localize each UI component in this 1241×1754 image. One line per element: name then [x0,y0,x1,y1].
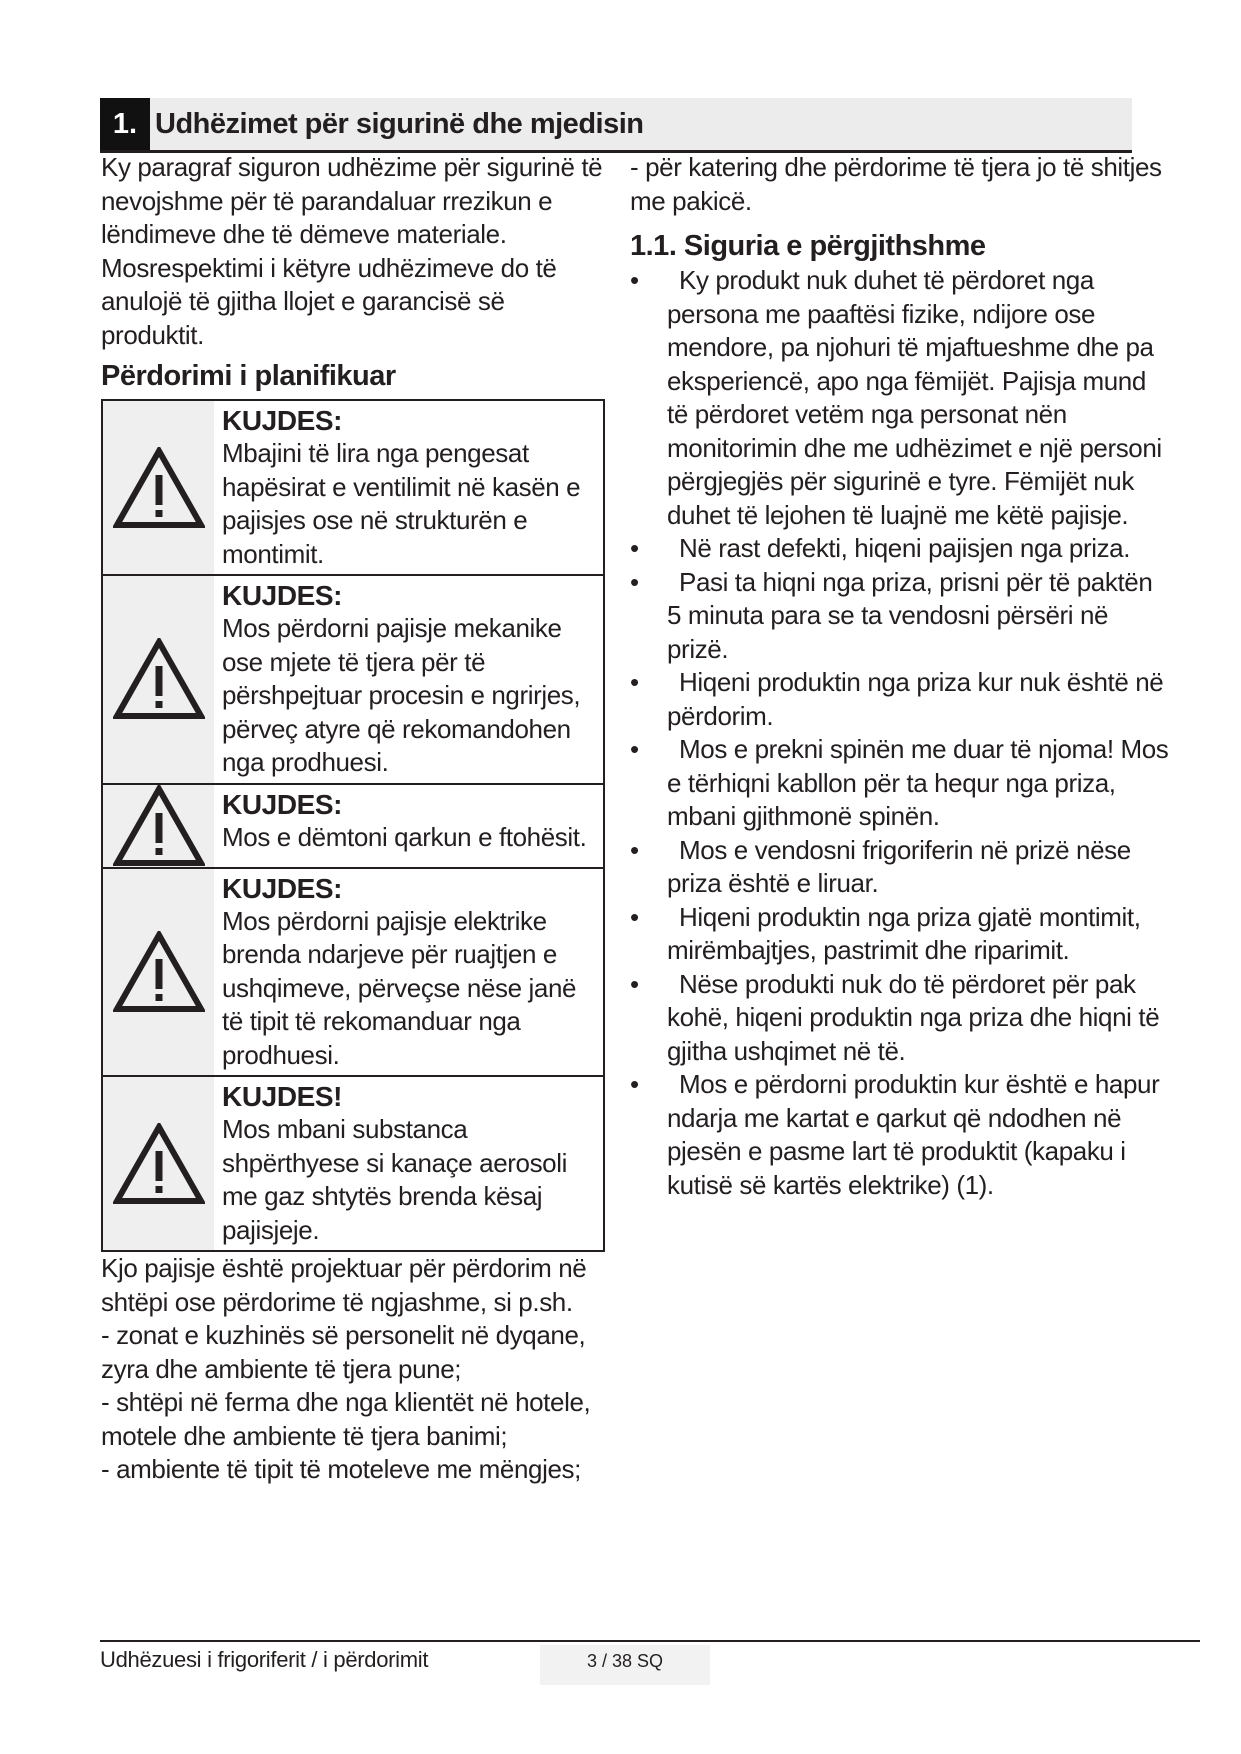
safety-bullet-list [630,264,1170,1202]
warning-text: Mos mbani substanca shpërthyese si kanaçe aerosoli me gaz shtytës brenda kësaj pajisjeje. [222,1114,567,1245]
list-item [630,264,1170,532]
warning-row [103,1075,603,1250]
bullet-icon: • [630,1069,639,1099]
footer-divider [100,1640,1200,1642]
list-item [630,733,1170,834]
list-item [630,834,1170,901]
bullet-icon: • [630,734,639,764]
section-number: 1. [100,98,150,150]
bullet-icon: • [630,566,639,597]
warning-text: Mos e dëmtoni qarkun e ftohësit. [222,821,587,852]
list-item [630,532,1170,566]
warning-row [103,867,603,1076]
warning-triangle-icon [103,785,214,867]
bullet-icon: • [630,533,639,563]
bullet-text: Ky produkt nuk duhet të përdoret nga persona me paaftësi fizike, ndijore ose mendore, pa njohuri të mjaftueshme dhe pa eksperiencë, apo nga fëmijët. Pajisja mund të përdoret vetëm nga personat nën monitorimin dhe me udhëzimet e një personi përgjegjës për sigurinë e tyre. Fëmijët nuk duhet të lejohen të luajnë me këtë pajisje. [667,265,1162,530]
list-item [630,566,1170,667]
footer-manual-title: Udhëzuesi i frigoriferit / i përdorimit [100,1647,429,1672]
warning-title: KUJDES: [222,580,343,611]
warning-row [103,783,603,867]
usage-item: - zonat e kuzhinës së personelit në dyqane, zyra dhe ambiente të tjera pune; [101,1320,586,1384]
bullet-text: Pasi ta hiqni nga priza, prisni për të paktën 5 minuta para se ta vendosni përsëri në prizë. [667,566,1153,664]
usage-item: - shtëpi në ferma dhe nga klientët në hotele, motele dhe ambiente të tjera banimi; [101,1387,591,1451]
warning-triangle-icon [103,576,214,783]
bullet-text: Mos e vendosni frigoriferin në prizë nëse priza është e liruar. [667,834,1131,898]
warning-title: KUJDES! [222,1081,343,1112]
bullet-text: Hiqeni produktin nga priza kur nuk është në përdorim. [667,667,1164,731]
bullet-text: Hiqeni produktin nga priza gjatë montimit, mirëmbajtjes, pastrimit dhe riparimit. [667,901,1141,965]
intro-paragraph: Ky paragraf siguron udhëzime për sigurinë të nevojshme për të parandaluar rrezikun e lëndimeve dhe të dëmeve materiale. Mosrespektimi i këtyre udhëzimeve do të anulojë të gjitha llojet e garancisë së produktit. [101,152,603,350]
right-column [630,151,1170,1202]
bullet-icon: • [630,265,639,295]
warning-triangle-icon [103,1077,214,1250]
bullet-text: Mos e prekni spinën me duar të njoma! Mos e tërhiqni kabllon për ta hequr nga priza, mbani gjithmonë spinën. [667,734,1169,831]
usage-item-continued: - për katering dhe përdorime të tjera jo të shitjes me pakicë. [630,152,1162,216]
bullet-text: Nëse produkti nuk do të përdoret për pak kohë, hiqeni produktin nga priza dhe hiqni të gjitha ushqimet në të. [667,968,1160,1066]
warnings-table [101,399,605,1252]
warning-text: Mos përdorni pajisje elektrike brenda ndarjeve për ruajtjen e ushqimeve, përveçse nëse janë të tipit të rekomanduar nga prodhuesi. [222,905,577,1070]
bullet-icon: • [630,968,639,999]
general-safety-heading: 1.1. Siguria e përgjithshme [630,230,986,262]
warning-row [103,401,603,574]
bullet-icon: • [630,834,639,865]
usage-item: - ambiente të tipit të moteleve me mëngjes; [101,1454,581,1484]
bullet-text: Mos e përdorni produktin kur është e hapur ndarja me kartat e qarkut që ndodhen në pjesën e pasme lart të produktit (kapaku i kutisë së kartës elektrike) (1). [667,1069,1160,1200]
list-item [630,901,1170,968]
warning-title: KUJDES: [222,788,343,820]
warning-triangle-icon [103,869,214,1076]
warning-text: Mos përdorni pajisje mekanike ose mjete të tjera për të përshpejtuar procesin e ngrirjes, përveç atyre që rekomandohen nga prodhuesi. [222,613,581,777]
bullet-text: Në rast defekti, hiqeni pajisjen nga priza. [679,533,1131,563]
warning-triangle-icon [103,401,214,574]
list-item [630,1068,1170,1202]
bullet-icon: • [630,901,639,932]
warning-title: KUJDES: [222,405,343,436]
left-column [101,151,606,1487]
list-item [630,968,1170,1069]
warning-title: KUJDES: [222,872,343,904]
section-title: Udhëzimet për sigurinë dhe mjedisin [155,108,644,140]
warning-row [103,574,603,783]
planned-use-heading: Përdorimi i planifikuar [101,360,396,392]
section-header [100,98,1132,153]
page-number: 3 / 38 SQ [540,1645,710,1685]
warning-text: Mbajini të lira nga pengesat hapësirat e ventilimit në kasën e pajisjes ose në strukturën e montimit. [222,438,581,569]
list-item [630,666,1170,733]
usage-intro: Kjo pajisje është projektuar për përdorim në shtëpi ose përdorime të ngjashme, si p.sh. [101,1253,587,1317]
bullet-icon: • [630,667,639,697]
